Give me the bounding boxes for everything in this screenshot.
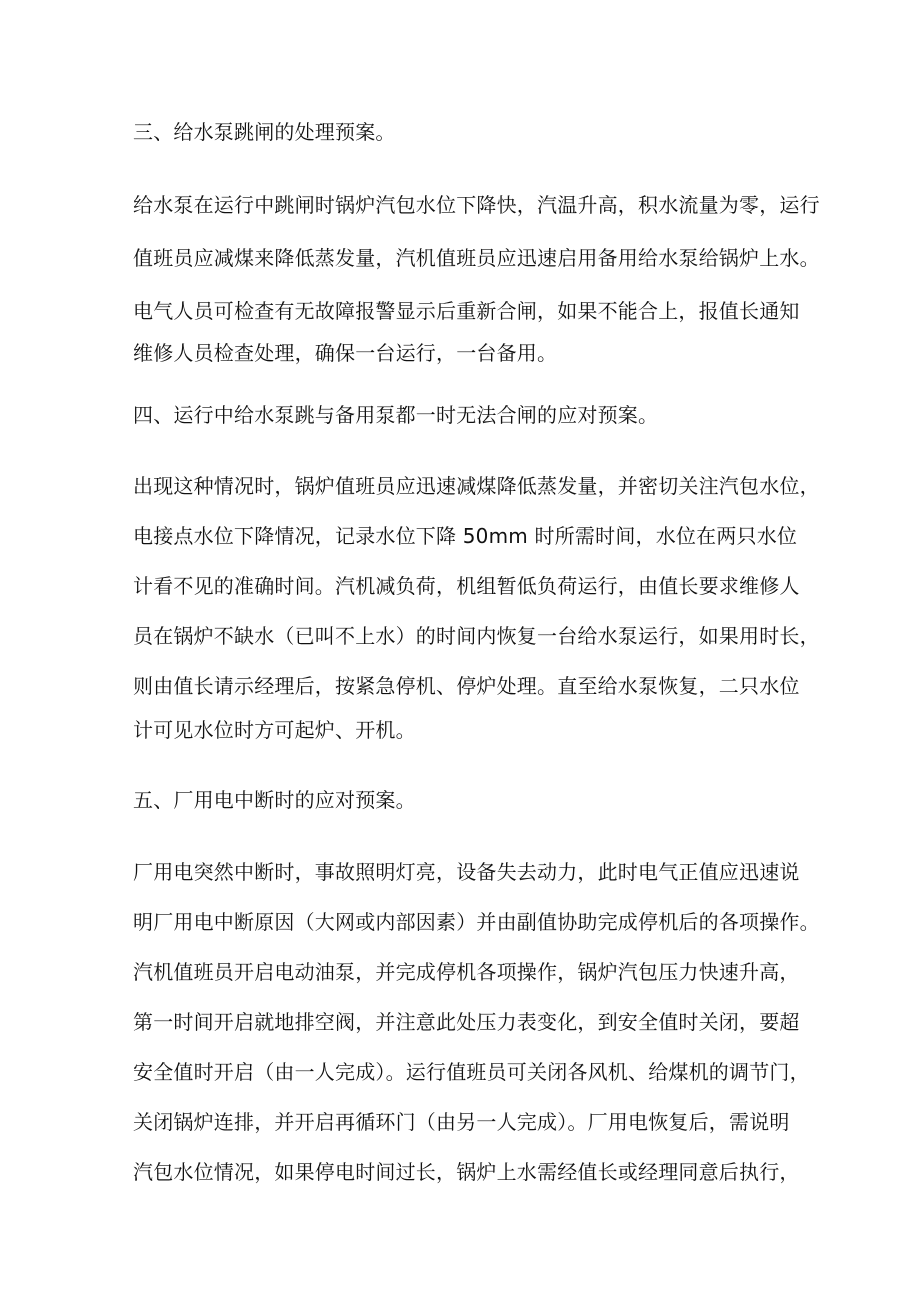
paragraph-line: 员在锅炉不缺水（已叫不上水）的时间内恢复一台给水泵运行，如果用时长， bbox=[133, 624, 820, 648]
paragraph-line: 计看不见的准确时间。汽机减负荷，机组暂低负荷运行，由值长要求维修人 bbox=[133, 574, 800, 598]
section-3-heading: 三、给水泵跳闸的处理预案。 bbox=[133, 120, 396, 144]
paragraph-line: 电气人员可检查有无故障报警显示后重新合闸，如果不能合上，报值长通知 bbox=[133, 299, 800, 323]
paragraph-line: 计可见水位时方可起炉、开机。 bbox=[133, 718, 416, 742]
paragraph-line: 安全值时开启（由一人完成）。运行值班员可关闭各风机、给煤机的调节门， bbox=[133, 1060, 810, 1084]
paragraph-line: 出现这种情况时，锅炉值班员应迅速减煤降低蒸发量，并密切关注汽包水位， bbox=[133, 474, 820, 498]
paragraph-line: 第一时间开启就地排空阀，并注意此处压力表变化，到安全值时关闭，要超 bbox=[133, 1010, 800, 1034]
paragraph-line: 给水泵在运行中跳闸时锅炉汽包水位下降快，汽温升高，积水流量为零，运行 bbox=[133, 193, 820, 217]
paragraph-line: 汽包水位情况，如果停电时间过长，锅炉上水需经值长或经理同意后执行， bbox=[133, 1160, 800, 1184]
paragraph-line: 则由值长请示经理后，按紧急停机、停炉处理。直至给水泵恢复，二只水位 bbox=[133, 674, 800, 698]
paragraph-line: 值班员应减煤来降低蒸发量，汽机值班员应迅速启用备用给水泵给锅炉上水。 bbox=[133, 246, 820, 270]
paragraph-line: 维修人员检查处理，确保一台运行，一台备用。 bbox=[133, 341, 558, 365]
paragraph-line: 汽机值班员开启电动油泵，并完成停机各项操作，锅炉汽包压力快速升高， bbox=[133, 960, 800, 984]
paragraph-line: 明厂用电中断原因（大网或内部因素）并由副值协助完成停机后的各项操作。 bbox=[133, 910, 820, 934]
section-5-heading: 五、厂用电中断时的应对预案。 bbox=[133, 788, 416, 812]
paragraph-line: 厂用电突然中断时，事故照明灯亮，设备失去动力，此时电气正值应迅速说 bbox=[133, 860, 800, 884]
section-4-heading: 四、运行中给水泵跳与备用泵都一时无法合闸的应对预案。 bbox=[133, 403, 659, 427]
paragraph-line: 关闭锅炉连排，并开启再循环门（由另一人完成）。厂用电恢复后，需说明 bbox=[133, 1110, 790, 1134]
paragraph-line: 电接点水位下降情况，记录水位下降 50mm 时所需时间，水位在两只水位 bbox=[133, 524, 798, 548]
